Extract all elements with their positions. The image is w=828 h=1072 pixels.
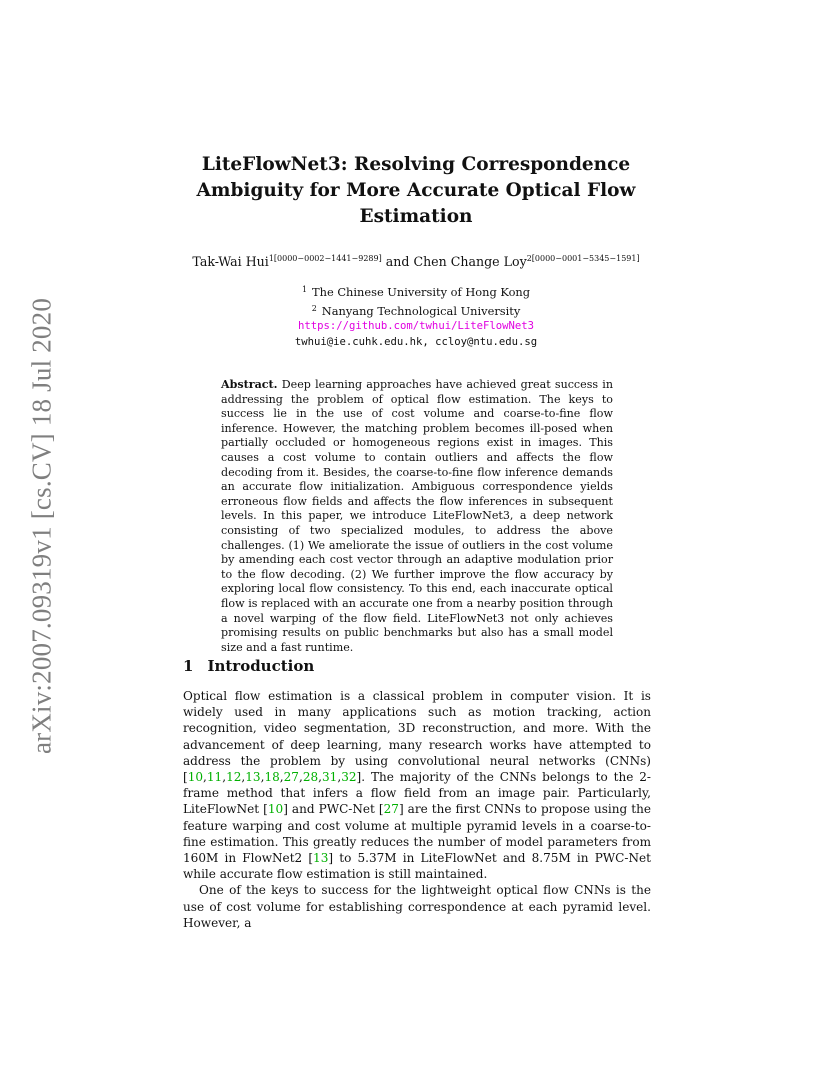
citation-link[interactable]: 13 — [313, 851, 329, 866]
para1-text-2: ]. The majority of the CNNs belongs to the 2-frame method that infers a flow field from an image pair. Particularly, LiteFlowNet [ — [183, 770, 651, 817]
affiliation-1-mark: 1 — [301, 285, 308, 294]
citation-link[interactable]: 28 — [302, 770, 319, 785]
citation-link[interactable]: 13 — [245, 770, 261, 785]
author-line — [168, 254, 664, 269]
affiliations — [190, 282, 642, 350]
section-heading — [183, 657, 314, 675]
affiliation-2-name: Nanyang Technological University — [321, 303, 521, 318]
citation-link[interactable]: 18 — [264, 770, 280, 785]
citation-link[interactable]: 11 — [206, 770, 223, 785]
abstract — [221, 378, 613, 655]
author-1-name: Tak-Wai Hui — [192, 254, 269, 269]
paper-title: LiteFlowNet3: Resolving Correspondence Ambiguity for More Accurate Optical Flow Estimation — [196, 154, 636, 227]
abstract-text: Deep learning approaches have achieved great success in addressing the problem of optical flow estimation. The keys to success lie in the use of cost volume and coarse-to-fine flow inference. However, the matching problem becomes ill-posed when partially occluded or homogeneous regions exist in images. This causes a cost volume to contain outliers and affects the flow decoding from it. Besides, the coarse-to-fine flow inference demands an accurate flow initialization. Ambiguous correspondence yields erroneous flow fields and affects the flow inferences in subsequent levels. In this paper, we introduce LiteFlowNet3, a deep network consisting of two specialized modules, to address the above challenges. (1) We ameliorate the issue of outliers in the cost volume by amending each cost vector through an adaptive modulation prior to the flow decoding. (2) We further improve the flow accuracy by exploring local flow consistency. To this end, each inaccurate optical flow is replaced with an accurate one from a nearby position through a novel warping of the flow field. LiteFlowNet3 not only achieves promising results on public benchmarks but also has a small model size and a fast runtime. — [221, 378, 614, 654]
section-title: Introduction — [207, 657, 315, 675]
section-number: 1 — [183, 657, 194, 675]
citation-group: 10,11,12,13,18,27,28,31,32 — [187, 770, 357, 785]
author-conjunction: and — [385, 254, 410, 269]
citation-link[interactable]: 31 — [322, 770, 338, 785]
arxiv-side-label — [14, 296, 70, 756]
affiliation-1-name: The Chinese University of Hong Kong — [312, 285, 531, 299]
citation-link[interactable]: 27 — [383, 802, 399, 817]
para1-text-1: Optical flow estimation is a classical problem in computer vision. It is widely used in many applications such as motion tracking, action recognition, video segmentation, 3D reconstruction, and more. With the advancement of deep learning, many research works have attempted to address the problem by using convolutional neural networks (CNNs) [ — [183, 689, 651, 785]
author-2-orcid: 2[0000−0001−5345−1591] — [526, 254, 640, 263]
abstract-label: Abstract. — [221, 378, 278, 391]
citation-link[interactable]: 12 — [226, 770, 242, 785]
body-text — [183, 688, 651, 931]
affiliation-1 — [190, 282, 642, 301]
intro-paragraph-2: One of the keys to success for the lightweight optical flow CNNs is the use of cost volume for establishing correspondence at each pyramid level. However, a — [183, 883, 651, 930]
citation-link[interactable]: 32 — [341, 770, 357, 785]
citation-link[interactable]: 10 — [267, 802, 284, 817]
para1-text-4: ] are the first CNNs to propose using the feature warping and cost volume at multiple pyramid levels in a coarse-to-fine estimation. This greatly reduces the number of model parameters from 160M in FlowNet2 [ — [183, 802, 651, 866]
project-url-link[interactable]: https://github.com/twhui/LiteFlowNet3 — [298, 320, 534, 332]
para1-text-3: ] and PWC-Net [ — [283, 802, 384, 817]
citation-link[interactable]: 10 — [187, 770, 204, 785]
affiliation-2 — [190, 301, 642, 320]
citation-link[interactable]: 27 — [283, 770, 299, 785]
author-1-orcid: 1[0000−0002−1441−9289] — [268, 254, 382, 263]
para1-text-5: ] to 5.37M in LiteFlowNet and 8.75M in PWC-Net while accurate flow estimation is still maintained. — [183, 851, 651, 882]
author-2-name: Chen Change Loy — [413, 254, 527, 269]
author-emails: twhui@ie.cuhk.edu.hk, ccloy@ntu.edu.sg — [294, 335, 538, 348]
affiliation-2-mark: 2 — [311, 303, 317, 313]
arxiv-identifier: arXiv:2007.09319v1 [cs.CV] 18 Jul 2020 — [26, 297, 57, 755]
intro-paragraph-1 — [183, 688, 651, 882]
